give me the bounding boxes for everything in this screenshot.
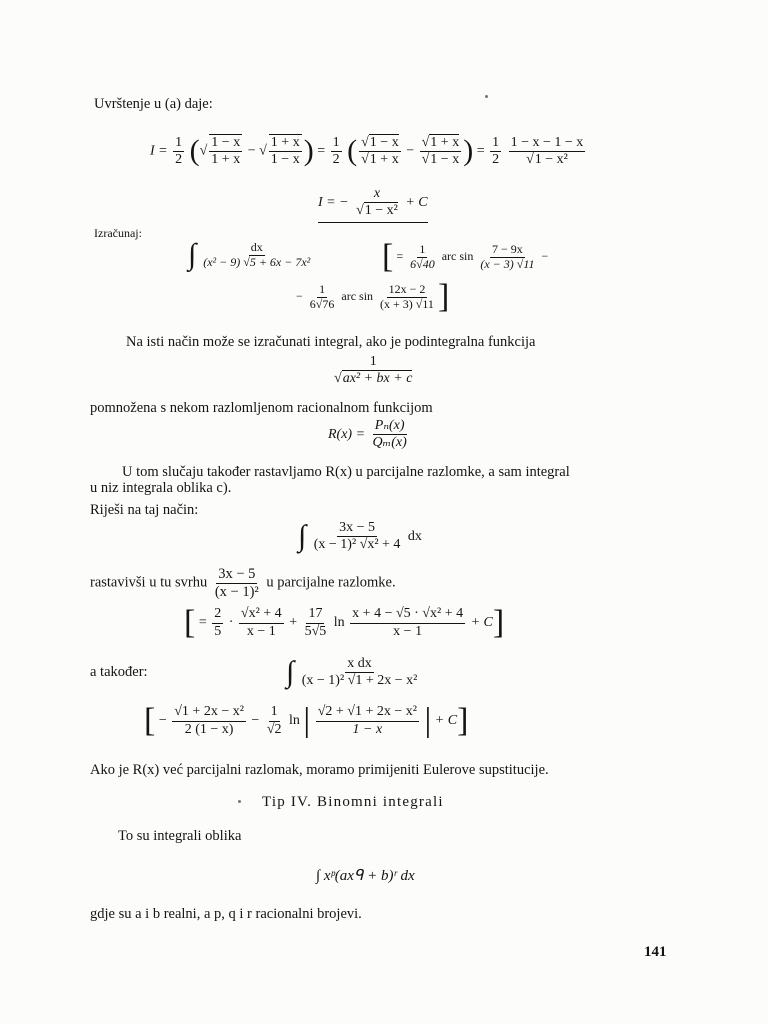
paragraph-2: pomnožena s nekom razlomljenom racionalnom funkcijom <box>90 400 433 416</box>
section-heading: Tip IV. Binomni integrali <box>262 794 444 810</box>
last-fraction: $\frac{1 - x - 1 - x}{\text{√1 − x²}}$ <box>510 134 584 167</box>
compute-label: Izračunaj: <box>94 226 142 240</box>
paragraph-3-line1: U tom slučaju također rastavljamo R(x) u parcijalne razlomke, a sam integral <box>122 464 570 480</box>
term3-fraction: $\frac{√1 - x}{√1 + x}$ <box>361 134 399 167</box>
result-I: I = − $\frac{x}{\text{√1 − x²}}$ + C <box>318 186 428 223</box>
also-label: a također: <box>90 664 148 680</box>
term1-fraction: $\frac{1 - x}{1 + x}$ <box>211 135 241 168</box>
half-fraction: $\frac{1}{2}$ <box>175 134 183 167</box>
paragraph-3-line2: u niz integrala oblika c). <box>90 480 232 496</box>
rational-function: R(x) = $\frac{\text{Pₙ(x)}}{\text{Qₘ(x)}}$ <box>328 418 407 451</box>
paragraph-4: Ako je R(x) već parcijalni razlomak, moramo primijeniti Eulerove supstitucije. <box>90 762 549 778</box>
solve-label: Riješi na taj način: <box>90 502 199 518</box>
paragraph-5: To su integrali oblika <box>118 828 242 844</box>
speck-mark-2 <box>238 800 241 803</box>
integral-2: ∫ $\frac{3x - 5}{\text{(x − 1)² √x² + 4}}$ dx <box>298 519 422 553</box>
integral-1: ∫ $\frac{dx}{\text{(x² − 9) √5 + 6x − 7x²}}$ <box>188 238 311 271</box>
answer-1-part1: [ = $\frac{1}{6√40}$ arc sin $\frac{7 - 9x}{(x - 3) √11}$ − <box>382 238 549 275</box>
speck-mark <box>485 95 488 98</box>
equation-I: I = $\frac{1}{2}$ (√ $\frac{1 - x}{1 + x}$ − √ $\frac{1 + x}{1 - x}$ ) = $\frac{1}{2}$ ( $\frac{√1 - x}{√1 + x}$ − $\frac{√1 + x}{√1 - x}$ ) = $\frac{1}{2}$ $\frac{1 - x - 1 - x}{\text{√1 − x²}}$ <box>150 134 584 168</box>
answer-1-part2: − $\frac{1}{6√76}$ arc sin $\frac{12x - 2}{(x + 3) √11}$ ] <box>296 278 450 315</box>
page-number: 141 <box>644 944 667 960</box>
decomposition-line: rastavivši u tu svrhu $\frac{3x - 5}{\text{(x − 1)²}}$ u parcijalne razlomke. <box>90 566 396 600</box>
paragraph-6: gdje su a i b realni, a p, q i r racionalni brojevi. <box>90 906 362 922</box>
intro-text: Uvrštenje u (a) daje: <box>94 96 213 112</box>
answer-3: [ − $\frac{\text{√1 + 2x − x²}}{2 (1 - x)}$ − $\frac{1}{√2}$ ln | $\frac{\text{√2 + √1 + 2x − x²}}{1 - x}$ | + C] <box>144 702 469 739</box>
integrand-function: $\frac{1}{\text{√ax² + bx + c}}$ <box>334 354 413 387</box>
answer-2: [ = $\frac{2}{5}$ · $\frac{\text{√x² + 4}}{x - 1}$ + $\frac{17}{5√5}$ ln $\frac{\text{x + 4 − √5 · √x² + 4}}{x - 1}$ + C] <box>184 604 505 641</box>
eq-lhs: I = <box>150 143 168 159</box>
binomial-integral: ∫ xᵖ(axᑫ + b)ʳ dx <box>316 868 415 884</box>
term2-fraction: $\frac{1 + x}{1 - x}$ <box>270 135 300 168</box>
paragraph-1: Na isti način može se izračunati integral, ako je podintegralna funkcija <box>126 334 536 350</box>
term4-fraction: $\frac{√1 + x}{√1 - x}$ <box>421 134 460 167</box>
integral-3: ∫ $\frac{\text{x dx}}{\text{(x − 1)² √1 + 2x − x²}}$ <box>286 655 418 689</box>
